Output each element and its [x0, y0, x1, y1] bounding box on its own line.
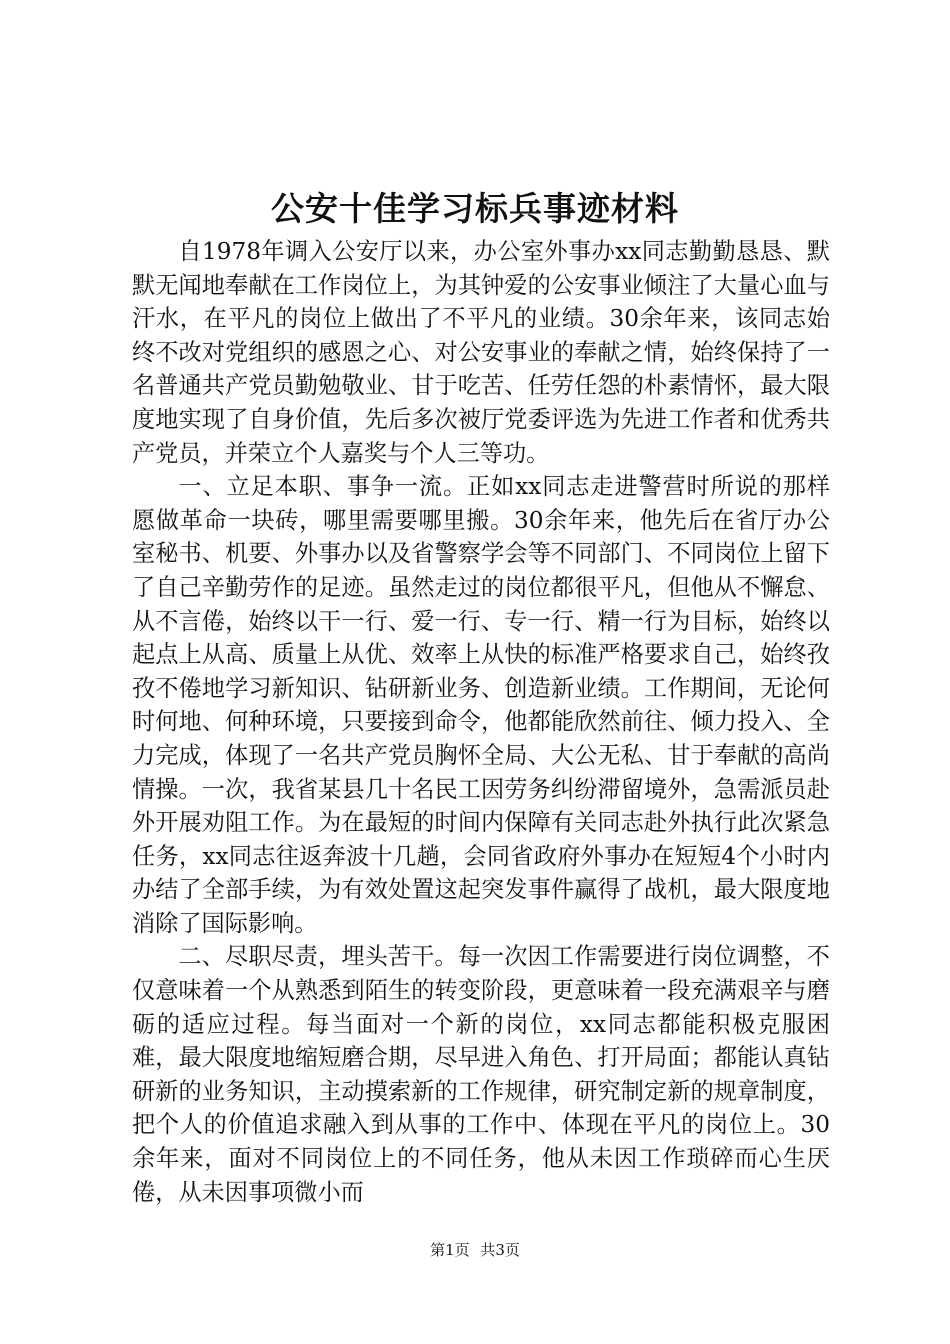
document-title: 公安十佳学习标兵事迹材料 [271, 189, 679, 228]
page-total: 共3页 [480, 1241, 520, 1259]
paragraph-section-one: 一、立足本职、事争一流。正如xx同志走进警营时所说的那样愿做革命一块砖，哪里需要哪里搬。30余年来，他先后在省厅办公室秘书、机要、外事办以及省警察学会等不同部门、不同岗位上留下了自己辛勤劳作的足迹。虽然走过的岗位都很平凡，但他从不懈怠、从不言倦，始终以干一行、爱一行、专一行、精一行为目标，始终以起点上从高、质量上从优、效率上从快的标准严格要求自己，始终孜孜不倦地学习新知识、钻研新业务、创造新业绩。工作期间，无论何时何地、何种环境，只要接到命令，他都能欣然前往、倾力投入、全力完成，体现了一名共产党员胸怀全局、大公无私、甘于奉献的高尚情操。一次，我省某县几十名民工因劳务纠纷滞留境外，急需派员赴外开展劝阻工作。为在最短的时间内保障有关同志赴外执行此次紧急任务，xx同志往返奔波十几趟，会同省政府外事办在短短4个小时内办结了全部手续，为有效处置这起突发事件赢得了战机，最大限度地消除了国际影响。 [132, 473, 830, 937]
paragraph-intro: 自1978年调入公安厅以来，办公室外事办xx同志勤勤恳恳、默默无闻地奉献在工作岗位上，为其钟爱的公安事业倾注了大量心血与汗水，在平凡的岗位上做出了不平凡的业绩。30余年来，该同志始终不改对党组织的感恩之心、对公安事业的奉献之情，始终保持了一名普通共产党员勤勉敬业、甘于吃苦、任劳任怨的朴素情怀，最大限度地实现了自身价值，先后多次被厅党委评选为先进工作者和优秀共产党员，并荣立个人嘉奖与个人三等功。 [132, 238, 830, 467]
document-body [132, 235, 830, 1209]
paragraph-section-two: 二、尽职尽责，埋头苦干。每一次因工作需要进行岗位调整，不仅意味着一个从熟悉到陌生的转变阶段，更意味着一段充满艰辛与磨砺的适应过程。每当面对一个新的岗位，xx同志都能积极克服困难，最大限度地缩短磨合期，尽早进入角色、打开局面；都能认真钻研新的业务知识，主动摸索新的工作规律，研究制定新的规章制度，把个人的价值追求融入到从事的工作中、体现在平凡的岗位上。30余年来，面对不同岗位上的不同任务，他从未因工作琐碎而心生厌倦，从未因事项微小而 [132, 943, 830, 1206]
page-footer [0, 1238, 950, 1262]
page-number: 第1页 [430, 1241, 470, 1259]
